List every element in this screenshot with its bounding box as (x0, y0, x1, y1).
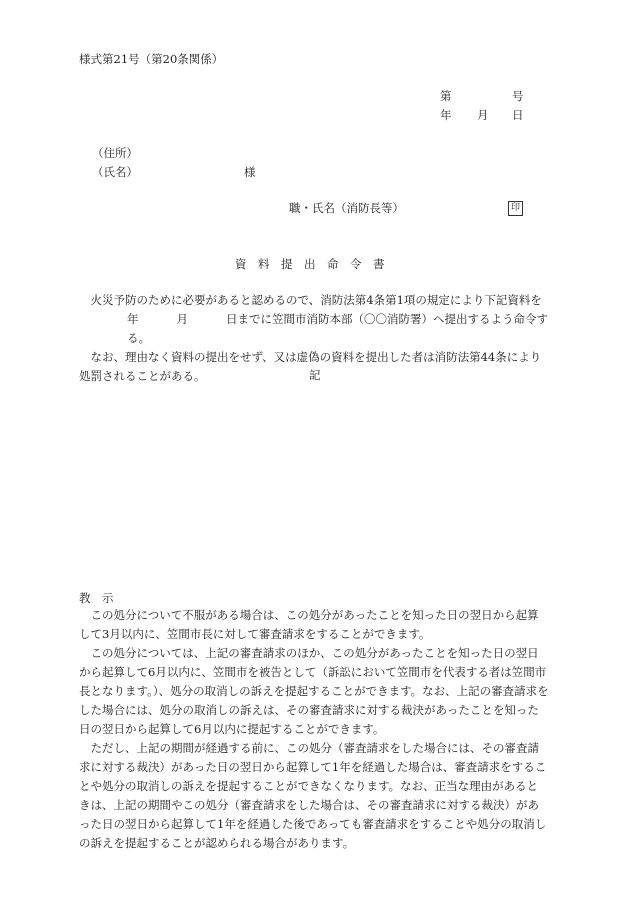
deadline-month: 月 (176, 312, 188, 326)
seal-icon: 印 (508, 201, 523, 216)
body-line-1: 火災予防のために必要があると認めるので、消防法第4条第1項の規定により下記資料を (90, 293, 542, 307)
date-year: 年 (440, 108, 452, 122)
doc-number-suffix: 号 (512, 89, 524, 103)
deadline-rest: 日までに笠間市消防本部（〇〇消防署）へ提出するよう命令する。 (127, 312, 548, 345)
ki-label: 記 (309, 368, 321, 382)
notice-heading: 教 示 (79, 591, 114, 605)
date-month: 月 (477, 108, 489, 122)
notice-body (79, 606, 549, 853)
address-label: （住所） (92, 146, 138, 160)
body-line-2 (79, 310, 549, 348)
body-paragraph-2: なお、理由なく資料の提出をせず、又は虚偽の資料を提出した者は消防法第44条により処罰されることがある。 (79, 350, 542, 383)
notice-paragraph-2: この処分については、上記の審査請求のほか、この処分があったことを知った日の翌日から起算して6月以内に、笠間市を被告として（訴訟において笠間市を代表する者は笠間市長となります。）、処分の取消しの訴えを提起することができます。なお、上記の審査請求をした場合には、処分の取消しの訴えは、その審査請求に対する裁決があったことを知った日の翌日から起算して6月以内に提起することができます。 (79, 646, 549, 736)
name-label: （氏名） (92, 165, 138, 179)
date-day: 日 (512, 108, 524, 122)
honorific: 様 (244, 165, 256, 179)
notice-paragraph-1: この処分について不服がある場合は、この処分があったことを知った日の翌日から起算して3月以内に、笠間市長に対して審査請求をすることができます。 (79, 608, 539, 641)
form-number-label: 様式第21号（第20条関係） (79, 52, 224, 66)
issuer-title: 職・氏名（消防長等） (289, 201, 404, 215)
doc-number-prefix: 第 (440, 89, 452, 103)
deadline-year: 年 (127, 312, 139, 326)
document-title: 資 料 提 出 命 令 書 (235, 257, 385, 271)
notice-paragraph-3: ただし、上記の期間が経過する前に、この処分（審査請求をした場合には、その審査請求に対する裁決）があった日の翌日から起算して1年を経過した場合は、審査請求をすることや処分の取消しの訴えを提起することができなくなります。なお、正当な理由があるときは、上記の期間やこの処分（審査請求をした場合は、その審査請求に対する裁決）があった日の翌日から起算して1年を経過した後であっても審査請求をすることや処分の取消しの訴えを提起することが認められる場合があります。 (79, 741, 547, 850)
seal-mark (508, 199, 523, 216)
